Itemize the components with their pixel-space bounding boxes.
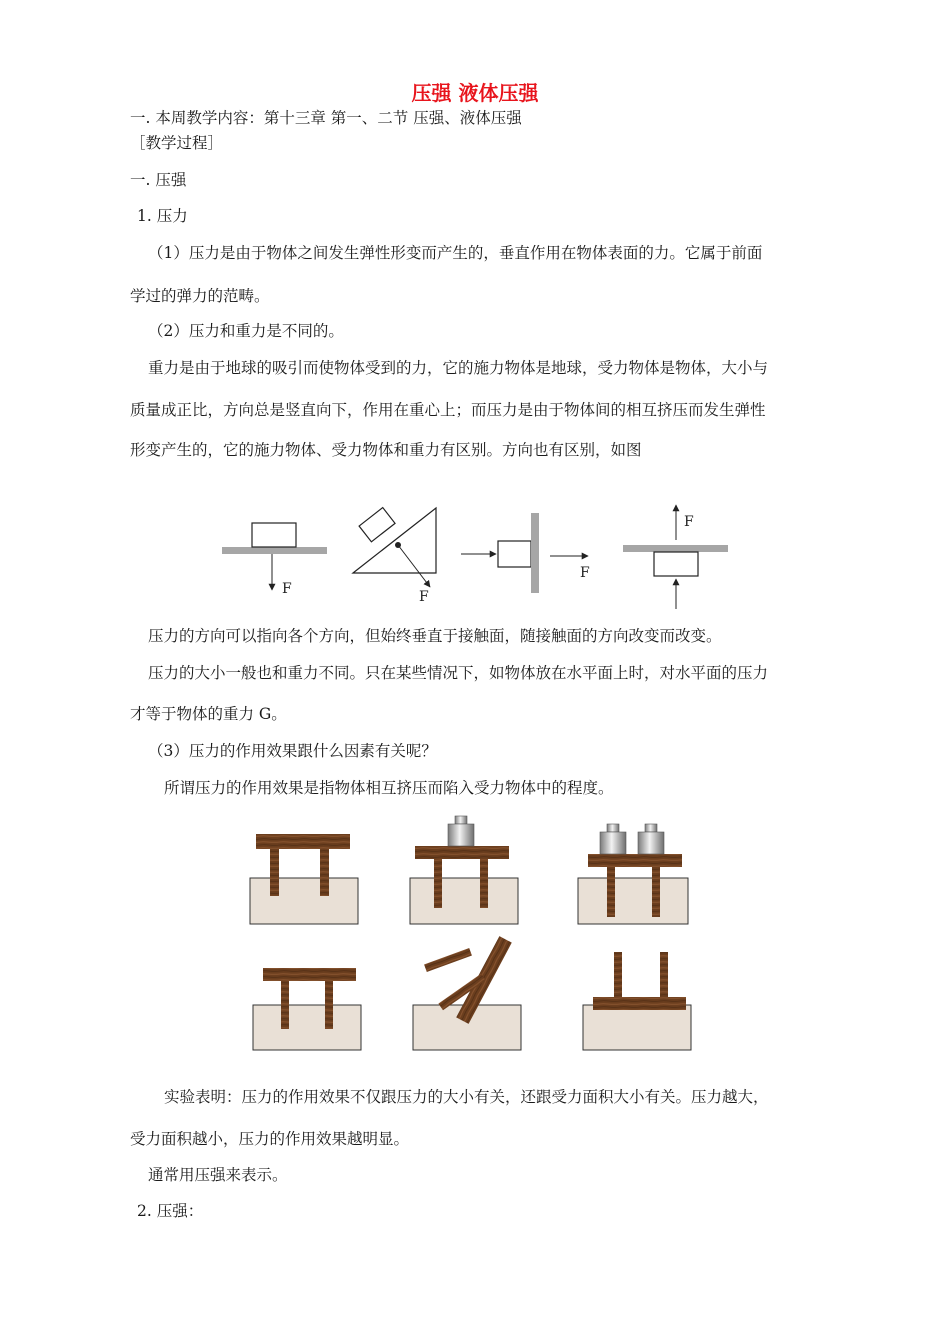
diagram-block-on-wall bbox=[461, 513, 590, 593]
section-heading-pressure: 一. 压强 bbox=[130, 171, 187, 189]
paragraph-8-line-1: 实验表明：压力的作用效果不仅跟压力的大小有关，还跟受力面积大小有关。压力越大， bbox=[164, 1088, 769, 1106]
paragraph-3-line-2: 质量成正比，方向总是竖直向下，作用在重心上；而压力是由于物体间的相互挤压而发生弹性 bbox=[130, 401, 766, 419]
weight-icon bbox=[448, 816, 474, 846]
diagram-block-on-incline bbox=[353, 508, 436, 605]
force-label: F bbox=[419, 589, 429, 605]
experiment-table-legs-up bbox=[583, 952, 691, 1050]
subsection-heading-force: 1. 压力 bbox=[137, 207, 188, 225]
force-label: F bbox=[580, 565, 590, 581]
experiment-table-no-weight bbox=[250, 834, 358, 924]
weight-icon bbox=[638, 824, 664, 854]
paragraph-3-line-3: 形变产生的，它的施力物体、受力物体和重力有区别。方向也有区别，如图 bbox=[130, 441, 642, 459]
experiment-table-legs-down bbox=[253, 968, 361, 1050]
paragraph-1-line-2: 学过的弹力的范畴。 bbox=[130, 287, 270, 305]
paragraph-1-line-1: （1）压力是由于物体之间发生弹性形变而产生的，垂直作用在物体表面的力。它属于前面 bbox=[148, 244, 763, 262]
page-title: 压强 液体压强 bbox=[411, 81, 539, 105]
experiment-table-tilted bbox=[413, 936, 521, 1050]
force-direction-figure bbox=[0, 495, 950, 625]
weight-icon bbox=[600, 824, 626, 854]
teaching-process-heading: ［教学过程］ bbox=[130, 134, 224, 152]
experiment-table-one-weight bbox=[410, 816, 518, 924]
paragraph-7: 所谓压力的作用效果是指物体相互挤压而陷入受力物体中的程度。 bbox=[164, 779, 614, 797]
paragraph-6: （3）压力的作用效果跟什么因素有关呢？ bbox=[148, 742, 437, 760]
paragraph-8-line-2: 受力面积越小，压力的作用效果越明显。 bbox=[130, 1130, 410, 1148]
experiment-table-two-weights bbox=[578, 824, 688, 924]
force-label: F bbox=[282, 581, 292, 597]
paragraph-4: 压力的方向可以指向各个方向，但始终垂直于接触面，随接触面的方向改变而改变。 bbox=[148, 627, 722, 645]
force-label: F bbox=[684, 514, 694, 530]
paragraph-2: （2）压力和重力是不同的。 bbox=[148, 322, 344, 340]
paragraph-9: 通常用压强来表示。 bbox=[148, 1166, 288, 1184]
diagram-block-on-ceiling bbox=[623, 505, 728, 609]
teaching-content-line: 一. 本周教学内容：第十三章 第一、二节 压强、液体压强 bbox=[130, 109, 522, 127]
paragraph-5-line-2: 才等于物体的重力 G。 bbox=[130, 705, 287, 723]
diagram-block-on-table bbox=[222, 523, 327, 597]
subsection-heading-pressure: 2. 压强： bbox=[137, 1202, 204, 1220]
pressure-effect-figure bbox=[0, 810, 950, 1060]
paragraph-5-line-1: 压力的大小一般也和重力不同。只在某些情况下，如物体放在水平面上时，对水平面的压力 bbox=[148, 664, 769, 682]
paragraph-3-line-1: 重力是由于地球的吸引而使物体受到的力，它的施力物体是地球，受力物体是物体，大小与 bbox=[148, 359, 769, 377]
